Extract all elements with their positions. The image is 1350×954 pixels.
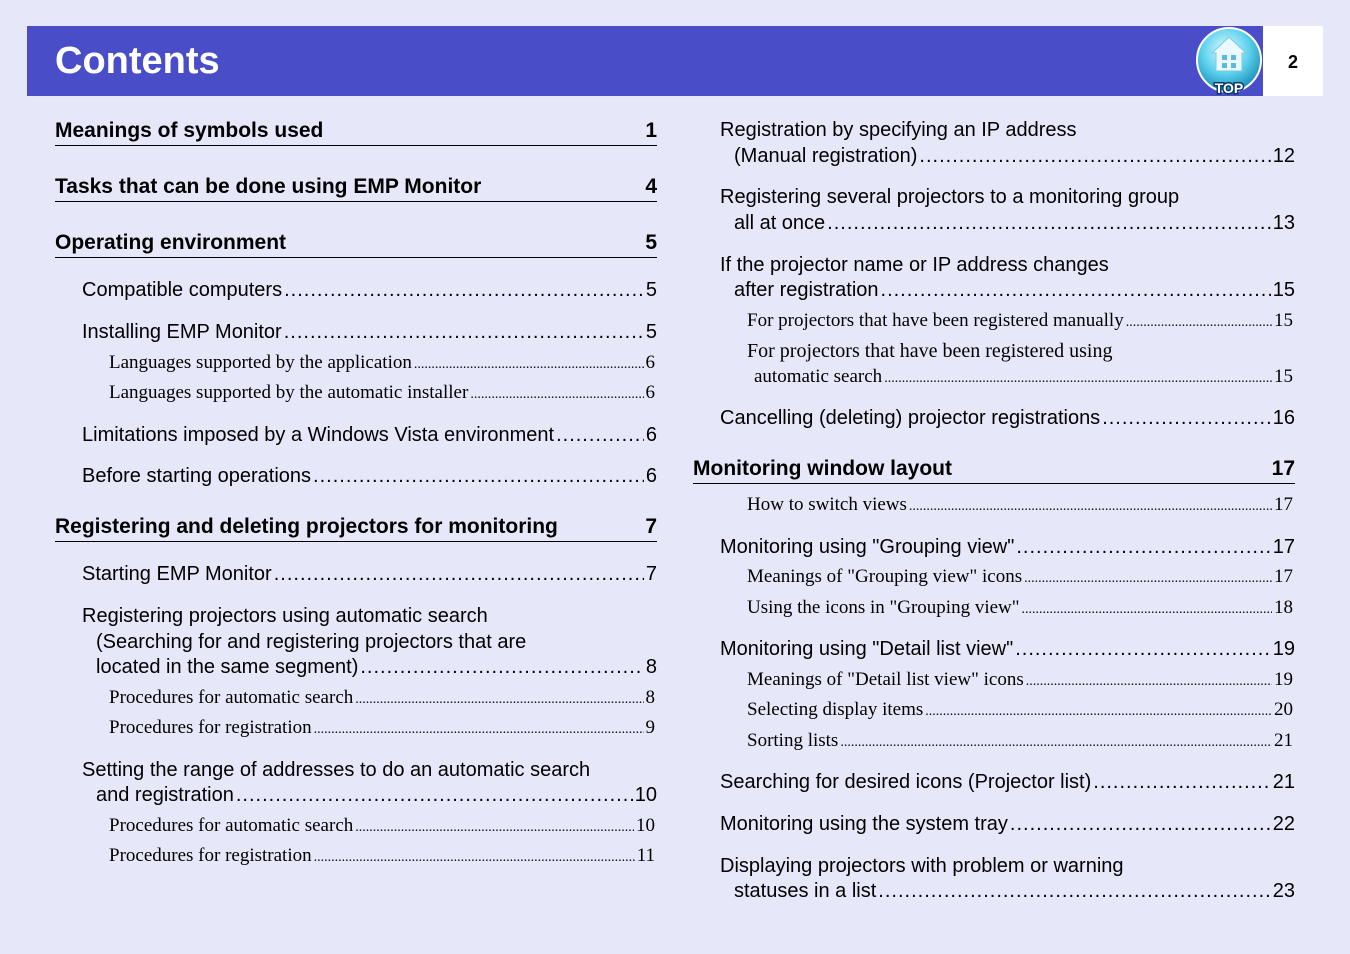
toc-heading-tasks[interactable] — [55, 172, 657, 202]
toc-subentry-display-items[interactable] — [747, 700, 1293, 719]
toc-heading-label: Registering and deleting projectors for monitoring — [55, 515, 558, 538]
toc-entry-manual-line2[interactable] — [734, 146, 1295, 166]
toc-subentry-proc-auto-2[interactable] — [109, 816, 655, 835]
leader-dots — [909, 500, 1272, 514]
toc-page: 12 — [1272, 145, 1295, 167]
toc-entry-several-line1[interactable]: Registering several projectors to a monitoring group — [720, 186, 1180, 208]
toc-page: 16 — [1272, 407, 1295, 429]
toc-entry-label: Searching for desired icons (Projector list) — [720, 771, 1092, 793]
toc-page: 20 — [1274, 699, 1293, 720]
toc-entry-label: Meanings of "Detail list view" icons — [747, 669, 1024, 690]
toc-entry-label: Meanings of "Grouping view" icons — [747, 566, 1023, 587]
leader-dots — [360, 657, 644, 677]
toc-entry-label: For projectors that have been registered manually — [747, 310, 1124, 331]
leader-dots — [1010, 814, 1271, 834]
toc-entry-starting[interactable] — [82, 564, 657, 584]
toc-heading-operating[interactable] — [55, 228, 657, 258]
toc-page: 9 — [645, 717, 655, 738]
toc-heading-meanings[interactable] — [55, 116, 657, 146]
page-number-box — [1263, 26, 1323, 96]
toc-page: 7 — [645, 563, 657, 585]
toc-entry-searching[interactable] — [720, 772, 1295, 792]
toc-entry-label: and registration — [96, 784, 234, 806]
toc-subentry-lang-app[interactable] — [109, 353, 655, 372]
leader-dots — [414, 358, 644, 372]
toc-entry-problem-line2[interactable] — [734, 881, 1295, 901]
toc-heading-label: Tasks that can be done using EMP Monitor — [55, 175, 482, 198]
toc-entry-label: Procedures for registration — [109, 845, 312, 866]
toc-entry-label: Before starting operations — [82, 465, 312, 487]
toc-entry-label: Selecting display items — [747, 699, 924, 720]
toc-entry-detail[interactable] — [720, 639, 1295, 659]
toc-heading-label: Monitoring window layout — [693, 457, 952, 480]
toc-subentry-proc-reg-1[interactable] — [109, 718, 655, 737]
toc-entry-limitations[interactable] — [82, 425, 657, 445]
toc-subentry-grouping-icons[interactable] — [747, 567, 1293, 586]
toc-page: 11 — [636, 845, 655, 866]
toc-entry-label: Starting EMP Monitor — [82, 563, 272, 585]
toc-entry-tray[interactable] — [720, 814, 1295, 834]
toc-page: 8 — [645, 687, 655, 708]
leader-dots — [556, 425, 644, 445]
toc-page: 13 — [1272, 212, 1295, 234]
leader-dots — [314, 723, 644, 737]
leader-dots — [284, 280, 644, 300]
toc-entry-label: Monitoring using "Grouping view" — [720, 536, 1015, 558]
toc-subentry-reg-using-line1[interactable]: For projectors that have been registered using — [747, 340, 1113, 362]
leader-dots — [313, 466, 644, 486]
toc-heading-label: Meanings of symbols used — [55, 119, 324, 142]
leader-dots — [1102, 408, 1271, 428]
leader-dots — [827, 213, 1271, 233]
toc-subentry-lang-installer[interactable] — [109, 383, 655, 402]
header-bar — [27, 26, 1263, 96]
toc-entry-label: (Manual registration) — [734, 145, 918, 167]
toc-entry-label: Monitoring using the system tray — [720, 813, 1008, 835]
toc-entry-label: Limitations imposed by a Windows Vista environment — [82, 424, 555, 446]
toc-entry-label: Monitoring using "Detail list view" — [720, 638, 1014, 660]
toc-page: 5 — [645, 231, 657, 254]
toc-page: 19 — [1274, 669, 1293, 690]
toc-page: 10 — [634, 784, 657, 806]
toc-entry-cancelling[interactable] — [720, 408, 1295, 428]
toc-page: 18 — [1274, 597, 1293, 618]
leader-dots — [1024, 572, 1272, 586]
toc-entry-manual-line1[interactable]: Registration by specifying an IP address — [720, 119, 1077, 141]
toc-entry-label: automatic search — [754, 366, 883, 387]
toc-entry-label: all at once — [734, 212, 826, 234]
leader-dots — [925, 705, 1272, 719]
toc-subentry-proc-reg-2[interactable] — [109, 846, 655, 865]
toc-page: 10 — [636, 815, 655, 836]
leader-dots — [314, 851, 635, 865]
toc-entry-problem-line1[interactable]: Displaying projectors with problem or warning — [720, 855, 1124, 877]
toc-page: 6 — [645, 382, 655, 403]
leader-dots — [1093, 772, 1270, 792]
toc-page: 23 — [1272, 880, 1295, 902]
toc-page: 6 — [645, 424, 657, 446]
toc-page: 17 — [1274, 566, 1293, 587]
toc-subentry-sorting[interactable] — [747, 731, 1293, 750]
toc-page: 21 — [1272, 771, 1295, 793]
toc-entry-changes-line1[interactable]: If the projector name or IP address changes — [720, 254, 1109, 276]
leader-dots — [470, 388, 643, 402]
toc-entry-label: Using the icons in "Grouping view" — [747, 597, 1020, 618]
toc-entry-label: statuses in a list — [734, 880, 877, 902]
toc-page: 8 — [645, 656, 657, 678]
toc-entry-before[interactable] — [82, 466, 657, 486]
toc-entry-label: Languages supported by the automatic installer — [109, 382, 469, 403]
toc-subentry-reg-using-line2[interactable] — [754, 367, 1293, 386]
toc-entry-grouping[interactable] — [720, 537, 1295, 557]
toc-entry-label: Procedures for automatic search — [109, 687, 354, 708]
toc-page: 15 — [1274, 366, 1293, 387]
toc-page: 7 — [645, 515, 657, 538]
leader-dots — [840, 736, 1272, 750]
toc-entry-reg-auto-line3[interactable] — [96, 657, 657, 677]
toc-subentry-reg-manually[interactable] — [747, 311, 1293, 330]
leader-dots — [1015, 639, 1271, 659]
toc-page: 17 — [1272, 536, 1295, 558]
toc-page: 5 — [645, 279, 657, 301]
leader-dots — [1022, 603, 1272, 617]
toc-page: 15 — [1272, 279, 1295, 301]
top-button[interactable] — [1196, 27, 1262, 97]
leader-dots — [236, 785, 633, 805]
page-title: Contents — [55, 40, 220, 82]
leader-dots — [919, 146, 1270, 166]
leader-dots — [355, 821, 634, 835]
top-icon — [1196, 27, 1262, 97]
toc-entry-reg-auto-line2[interactable]: (Searching for and registering projectors that are — [96, 631, 527, 653]
toc-subentry-using-icons[interactable] — [747, 598, 1293, 617]
toc-entry-reg-auto-line1[interactable]: Registering projectors using automatic search — [82, 605, 488, 627]
toc-subentry-proc-auto-1[interactable] — [109, 688, 655, 707]
toc-entry-changes-line2[interactable] — [734, 280, 1295, 300]
leader-dots — [881, 280, 1271, 300]
toc-entry-label: Procedures for registration — [109, 717, 312, 738]
leader-dots — [284, 322, 644, 342]
toc-page: 22 — [1272, 813, 1295, 835]
toc-entry-label: How to switch views — [747, 494, 907, 515]
leader-dots — [1126, 316, 1272, 330]
leader-dots — [1016, 537, 1270, 557]
toc-page: 4 — [645, 175, 657, 198]
leader-dots — [884, 372, 1272, 386]
toc-page: 21 — [1274, 730, 1293, 751]
toc-heading-label: Operating environment — [55, 231, 287, 254]
svg-text:TOP: TOP — [1214, 80, 1244, 96]
toc-entry-label: after registration — [734, 279, 879, 301]
toc-entry-label: Languages supported by the application — [109, 352, 412, 373]
toc-page: 6 — [645, 352, 655, 373]
leader-dots — [878, 881, 1270, 901]
toc-entry-range-line1[interactable]: Setting the range of addresses to do an automatic search — [82, 759, 591, 781]
toc-entry-label: Installing EMP Monitor — [82, 321, 282, 343]
toc-entry-label: Sorting lists — [747, 730, 839, 751]
toc-page: 17 — [1274, 494, 1293, 515]
leader-dots — [1026, 675, 1272, 689]
toc-heading-registering[interactable] — [55, 512, 657, 542]
toc-page: 15 — [1274, 310, 1293, 331]
page-number: 2 — [1287, 52, 1298, 72]
toc-entry-label: located in the same segment) — [96, 656, 359, 678]
leader-dots — [355, 693, 643, 707]
toc-entry-several-line2[interactable] — [734, 213, 1295, 233]
toc-page: 17 — [1271, 457, 1295, 480]
toc-entry-range-line2[interactable] — [96, 785, 657, 805]
toc-page: 6 — [645, 465, 657, 487]
toc-page: 5 — [645, 321, 657, 343]
toc-entry-label: Procedures for automatic search — [109, 815, 354, 836]
toc-heading-window-layout[interactable] — [693, 454, 1295, 484]
toc-page: 19 — [1272, 638, 1295, 660]
toc-subentry-detail-icons[interactable] — [747, 670, 1293, 689]
toc-page: 1 — [645, 119, 657, 142]
toc-entry-installing[interactable] — [82, 322, 657, 342]
toc-entry-label: Compatible computers — [82, 279, 283, 301]
toc-entry-label: Cancelling (deleting) projector registrations — [720, 407, 1101, 429]
toc-entry-compatible[interactable] — [82, 280, 657, 300]
toc-subentry-switch-views[interactable] — [747, 495, 1293, 514]
leader-dots — [274, 564, 644, 584]
